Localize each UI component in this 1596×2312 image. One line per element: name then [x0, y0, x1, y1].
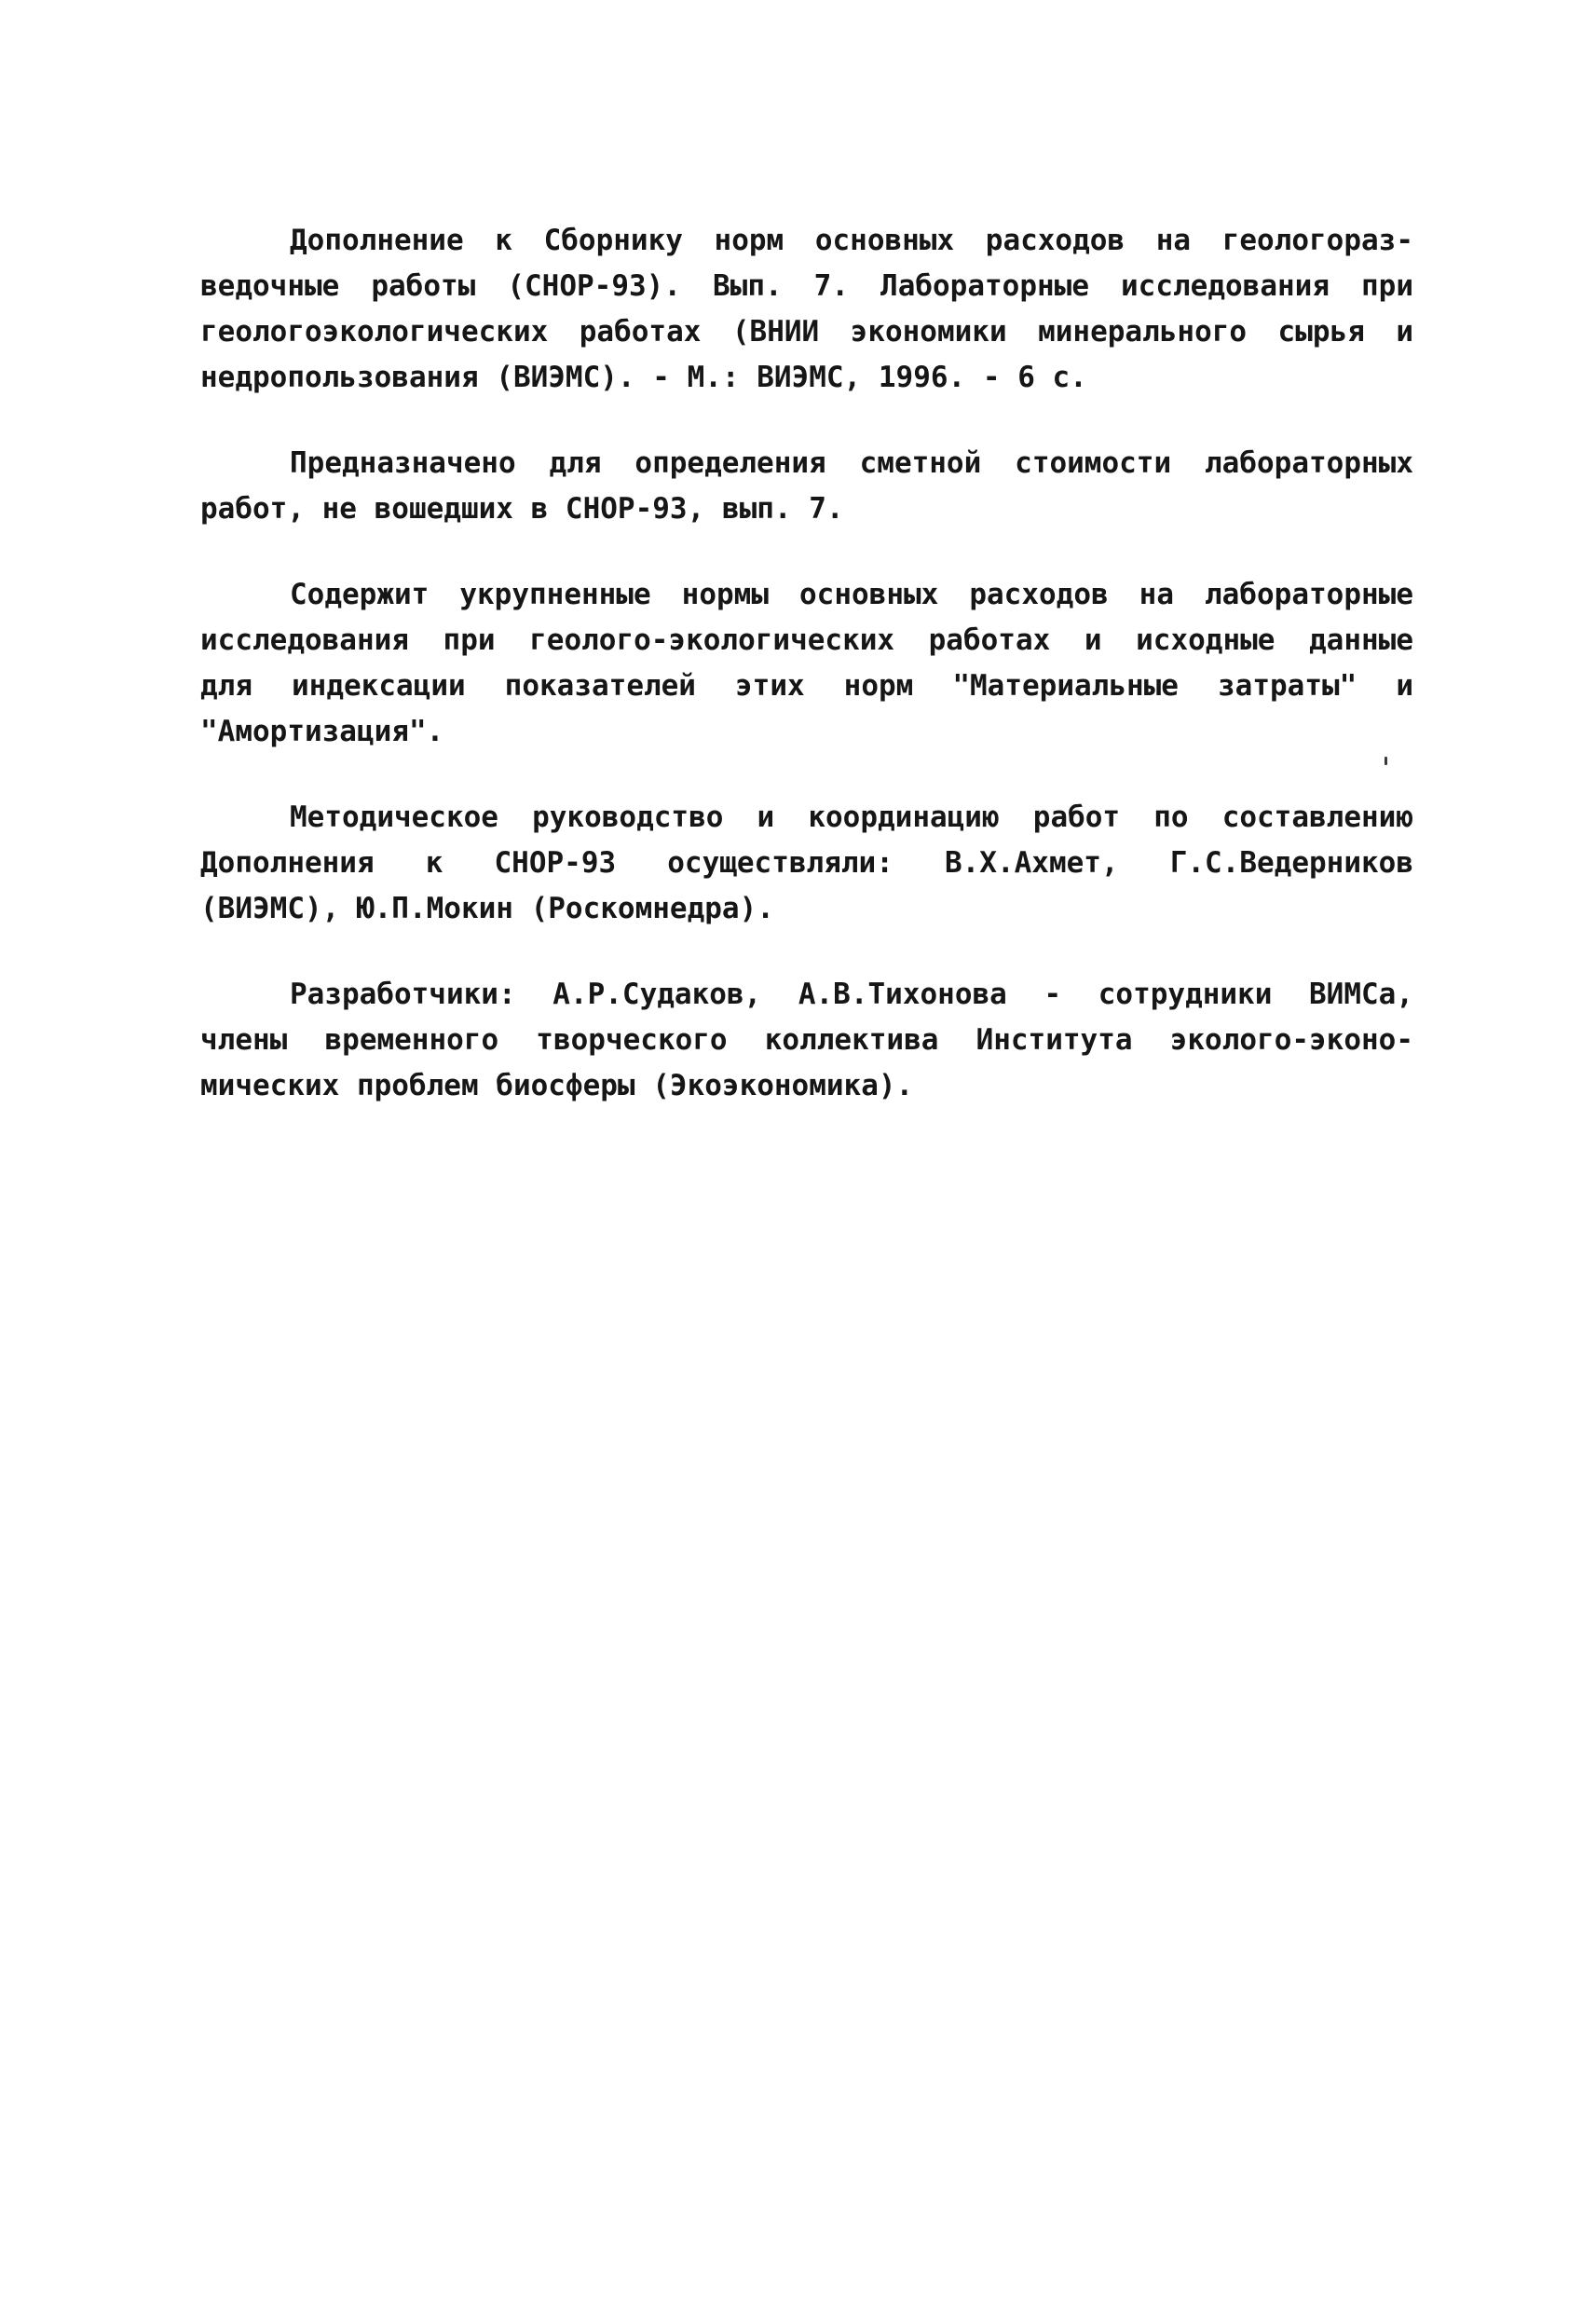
text-line: ведочные работы (СНОР-93). Вып. 7. Лабораторные исследования при: [200, 269, 1413, 303]
text-line: Дополнение к Сборнику норм основных расходов на геологораз-: [290, 224, 1413, 257]
text-line: Содержит укрупненные нормы основных расходов на лабораторные: [290, 578, 1413, 611]
text-line: мических проблем биосферы (Экоэкономика).: [200, 1069, 914, 1102]
text-line: Методическое руководство и координацию работ по составлению: [290, 800, 1413, 834]
paragraph-purpose: [200, 441, 1413, 532]
text-line: члены временного творческого коллектива Института эколого-эконо-: [200, 1023, 1413, 1057]
paragraph-methodical-guidance: [200, 795, 1413, 932]
text-line: работ, не вошедших в СНОР-93, вып. 7.: [200, 492, 844, 526]
scan-artifact: [1385, 757, 1387, 765]
text-line: (ВИЭМС), Ю.П.Мокин (Роскомнедра).: [200, 892, 774, 925]
text-line: для индексации показателей этих норм "Материальные затраты" и: [200, 669, 1413, 703]
text-line: геологоэкологических работах (ВНИИ экономики минерального сырья и: [200, 315, 1413, 349]
paragraph-bibliographic-reference: [200, 218, 1413, 401]
text-line: исследования при геолого-экологических работах и исходные данные: [200, 623, 1413, 657]
text-line: Дополнения к СНОР-93 осуществляли: В.Х.Ахмет, Г.С.Ведерников: [200, 846, 1413, 880]
text-line: "Амортизация".: [200, 715, 444, 748]
paragraph-contents: [200, 572, 1413, 755]
document-text: [200, 218, 1413, 1149]
text-line: Предназначено для определения сметной стоимости лабораторных: [290, 446, 1413, 480]
paragraph-developers: [200, 972, 1413, 1109]
text-line: Разработчики: А.Р.Судаков, А.В.Тихонова - сотрудники ВИМСа,: [290, 978, 1413, 1011]
text-line: недропользования (ВИЭМС). - М.: ВИЭМС, 1996. - 6 с.: [200, 361, 1087, 394]
